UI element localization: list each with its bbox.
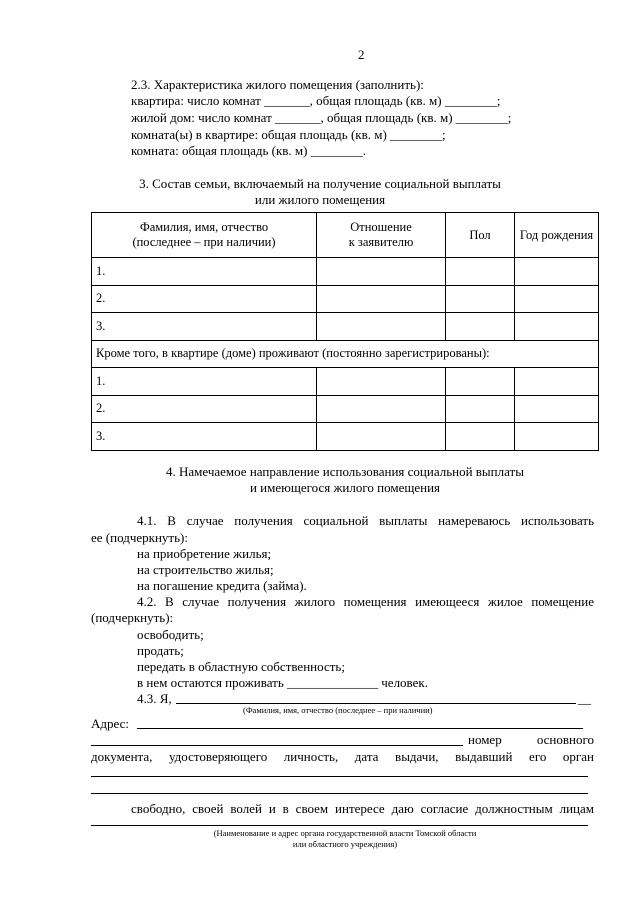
header-sex: Пол: [446, 213, 515, 258]
family-table: [91, 212, 599, 451]
doc-line: документа, удостоверяющего личность, дата выдачи, выдавший его орган: [91, 749, 594, 764]
p41-option[interactable]: на погашение кредита (займа).: [137, 578, 307, 593]
header-relation-line1: Отношение: [350, 220, 412, 234]
address-continued-line[interactable]: [91, 745, 463, 746]
table-row: [92, 285, 599, 313]
fio-caption: (Фамилия, имя, отчество (последнее – при наличии): [243, 705, 433, 715]
row-number[interactable]: 3.: [92, 313, 317, 341]
p42-line1: 4.2. В случае получения жилого помещения имеющееся жилое помещение: [137, 594, 594, 609]
cell[interactable]: [446, 395, 515, 423]
table-header-row: [92, 213, 599, 258]
section-4-title-line2: и имеющегося жилого помещения: [249, 480, 441, 495]
cell[interactable]: [515, 423, 599, 451]
p41-option[interactable]: на строительство жилья;: [137, 562, 274, 577]
cell[interactable]: [317, 285, 446, 313]
p42-line2: (подчеркнуть):: [91, 610, 174, 625]
org-caption-line1: (Наименование и адрес органа государственной власти Томской области: [213, 828, 477, 838]
cell[interactable]: [446, 285, 515, 313]
header-relation-line2: к заявителю: [348, 235, 414, 249]
header-relation: [317, 213, 446, 258]
row-number[interactable]: 1.: [92, 368, 317, 396]
p43-prefix: 4.3. Я,: [137, 691, 172, 706]
p43-suffix: __: [578, 691, 591, 706]
cell[interactable]: [446, 423, 515, 451]
header-birth-year: Год рождения: [515, 213, 599, 258]
section-3-title-line1: 3. Состав семьи, включаемый на получение социальной выплаты: [139, 176, 501, 191]
p42-option[interactable]: передать в областную собственность;: [137, 659, 345, 674]
doc-number-label: номер основного: [468, 732, 594, 747]
table-row: [92, 395, 599, 423]
header-name-line1: Фамилия, имя, отчество: [139, 220, 269, 234]
p42-option[interactable]: освободить;: [137, 627, 204, 642]
also-living-row: Кроме того, в квартире (доме) проживают (постоянно зарегистрированы):: [92, 340, 599, 368]
doc-input-line-1[interactable]: [91, 776, 588, 777]
org-input-line[interactable]: [91, 825, 588, 826]
table-row: [92, 258, 599, 286]
table-row: [92, 313, 599, 341]
cell[interactable]: [446, 368, 515, 396]
p42-remaining: в нем остаются проживать ______________ человек.: [137, 675, 428, 690]
table-row: [92, 368, 599, 396]
row-number[interactable]: 3.: [92, 423, 317, 451]
cell[interactable]: [317, 395, 446, 423]
consent-line: свободно, своей волей и в своем интересе даю согласие должностным лицам: [131, 801, 594, 816]
p41-option[interactable]: на приобретение жилья;: [137, 546, 272, 561]
house-line: жилой дом: число комнат _______, общая площадь (кв. м) ________;: [131, 110, 512, 125]
fio-input-line[interactable]: [176, 703, 576, 704]
section-4-title-line1: 4. Намечаемое направление использования социальной выплаты: [166, 464, 524, 479]
cell[interactable]: [515, 285, 599, 313]
p41-line1: 4.1. В случае получения социальной выплаты намереваюсь использовать: [137, 513, 594, 528]
cell[interactable]: [317, 368, 446, 396]
address-label: Адрес:: [91, 716, 129, 731]
rooms-in-apartment-line: комната(ы) в квартире: общая площадь (кв. м) ________;: [131, 127, 446, 142]
cell[interactable]: [515, 258, 599, 286]
cell[interactable]: [317, 423, 446, 451]
table-row: [92, 340, 599, 368]
header-name-line2: (последнее – при наличии): [132, 235, 276, 249]
row-number[interactable]: 2.: [92, 285, 317, 313]
section-3-title-line2: или жилого помещения: [254, 192, 386, 207]
row-number[interactable]: 1.: [92, 258, 317, 286]
cell[interactable]: [317, 258, 446, 286]
cell[interactable]: [515, 368, 599, 396]
p42-option[interactable]: продать;: [137, 643, 184, 658]
page-number: 2: [358, 47, 365, 62]
cell[interactable]: [515, 313, 599, 341]
address-input-line[interactable]: [137, 728, 583, 729]
org-caption-line2: или областного учреждения): [292, 839, 398, 849]
apartment-line: квартира: число комнат _______, общая площадь (кв. м) ________;: [131, 93, 501, 108]
cell[interactable]: [446, 313, 515, 341]
cell[interactable]: [317, 313, 446, 341]
cell[interactable]: [515, 395, 599, 423]
doc-input-line-2[interactable]: [91, 793, 588, 794]
room-line: комната: общая площадь (кв. м) ________.: [131, 143, 366, 158]
header-name: [92, 213, 317, 258]
section-2-3-title: 2.3. Характеристика жилого помещения (заполнить):: [131, 77, 424, 92]
p41-line2: ее (подчеркнуть):: [91, 530, 188, 545]
table-row: [92, 423, 599, 451]
cell[interactable]: [446, 258, 515, 286]
row-number[interactable]: 2.: [92, 395, 317, 423]
